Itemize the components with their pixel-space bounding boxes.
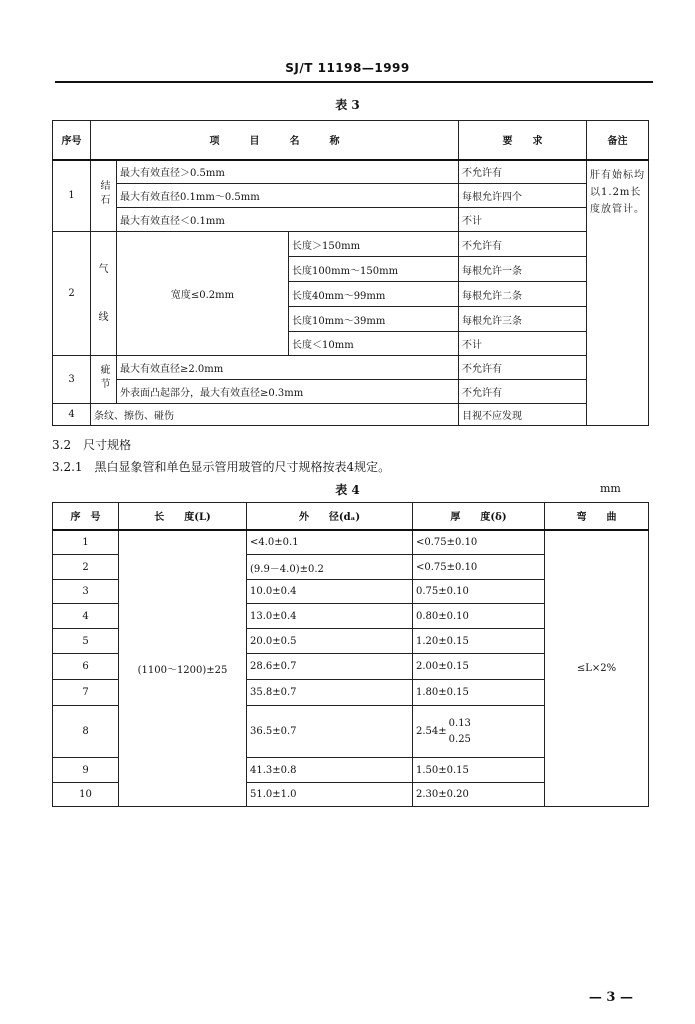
table4-header-no: 序 号 <box>53 503 119 530</box>
table3-header-row <box>53 121 649 160</box>
table4-unit: mm <box>600 482 621 495</box>
table4-r10-thick: 2.30±0.20 <box>413 783 545 807</box>
table3-g2-r1-req: 不允许有 <box>459 232 587 257</box>
table4-r1-no: 1 <box>53 530 119 555</box>
table3-g4-no: 4 <box>53 404 91 426</box>
table3-header-item: 项 目 名 称 <box>91 121 459 160</box>
table4-r10-no: 10 <box>53 783 119 807</box>
table4-bend: ≤L×2% <box>545 530 649 807</box>
table-row <box>53 530 649 555</box>
table4-r4-no: 4 <box>53 604 119 629</box>
table3-g1-no: 1 <box>53 160 91 232</box>
table4-header-od: 外 径(dₐ) <box>247 503 413 530</box>
section-3-2-1-text: 3.2.1 黑白显象管和单色显示管用玻管的尺寸规格按表4规定。 <box>52 460 391 474</box>
table-row <box>53 184 649 208</box>
table3-g2-no: 2 <box>53 232 91 356</box>
table3-g3-r1-req: 不允许有 <box>459 356 587 380</box>
table4-r7-od: 35.8±0.7 <box>247 680 413 706</box>
table4-r9-thick: 1.50±0.15 <box>413 758 545 783</box>
table-row <box>53 208 649 232</box>
table3-g2-label2: 线 <box>98 311 109 323</box>
table3-g4-req: 目视不应发现 <box>459 404 587 426</box>
table4-r1-thick: <0.75±0.10 <box>413 530 545 555</box>
table4-r5-no: 5 <box>53 629 119 654</box>
table3-g1-r3-item: 最大有效直径＜0.1mm <box>117 208 459 232</box>
table4-r7-no: 7 <box>53 680 119 706</box>
table-row <box>53 160 649 184</box>
table3-header-note: 备注 <box>587 121 649 160</box>
table3-g1-r2-req: 每根允许四个 <box>459 184 587 208</box>
section-3-2-heading: 3.2 尺寸规格 <box>52 438 132 452</box>
table4-r8-thick-base: 2.54± <box>416 726 447 737</box>
table4-r8-no: 8 <box>53 706 119 758</box>
table4-header-bend: 弯 曲 <box>545 503 649 530</box>
table3-g3-label <box>91 356 117 404</box>
table4-r3-no: 3 <box>53 580 119 604</box>
table4-r10-od: 51.0±1.0 <box>247 783 413 807</box>
table4-header-thick: 厚 度(δ) <box>413 503 545 530</box>
table-row <box>53 356 649 380</box>
table3-g2-r3-req: 每根允许二条 <box>459 282 587 307</box>
table4-r3-od: 10.0±0.4 <box>247 580 413 604</box>
table3-g3-r2-req: 不允许有 <box>459 380 587 404</box>
table3-g1-label-text: 结石 <box>98 180 109 209</box>
table3-g4-item: 条纹、擦伤、碰伤 <box>91 404 459 426</box>
table3-g2-r5-req: 不计 <box>459 332 587 356</box>
table3-g2-r1-item: 长度＞150mm <box>289 232 459 257</box>
table4-r8-thick-tolerance <box>416 716 471 748</box>
header-rule <box>55 81 653 83</box>
table4-r5-thick: 1.20±0.15 <box>413 629 545 654</box>
table3 <box>52 120 649 426</box>
table4-header-length: 长 度(L) <box>119 503 247 530</box>
table3-header-no: 序号 <box>53 121 91 160</box>
table4-r8-thick-lower: 0.25 <box>448 733 471 745</box>
table4-r5-od: 20.0±0.5 <box>247 629 413 654</box>
table3-g2-r5-item: 长度＜10mm <box>289 332 459 356</box>
table4-caption: 表 4 <box>335 483 360 497</box>
table3-g2-r2-req: 每根允许一条 <box>459 257 587 282</box>
standard-number: SJ/T 11198—1999 <box>285 61 410 75</box>
table3-g3-r2-item: 外表面凸起部分，最大有效直径≥0.3mm <box>117 380 459 404</box>
table4-length: (1100～1200)±25 <box>119 530 247 807</box>
table-row <box>53 380 649 404</box>
table3-note: 肝有始标均以1.2m长度放管计。 <box>587 160 649 426</box>
table4-r7-thick: 1.80±0.15 <box>413 680 545 706</box>
table4-r2-thick: <0.75±0.10 <box>413 555 545 580</box>
table4-r2-no: 2 <box>53 555 119 580</box>
table4 <box>52 502 649 807</box>
table4-r9-od: 41.3±0.8 <box>247 758 413 783</box>
table-row <box>53 404 649 426</box>
table4-r8-thick-upper: 0.13 <box>448 717 471 729</box>
table4-r1-od: <4.0±0.1 <box>247 530 413 555</box>
table4-r4-thick: 0.80±0.10 <box>413 604 545 629</box>
table3-g2-r4-item: 长度10mm～39mm <box>289 307 459 332</box>
table3-g2-label <box>91 232 117 356</box>
table3-g3-label-text: 疵节 <box>98 364 109 392</box>
table3-g2-label1: 气 <box>98 263 109 275</box>
table4-r3-thick: 0.75±0.10 <box>413 580 545 604</box>
table3-g1-r1-req: 不允许有 <box>459 160 587 184</box>
table4-r4-od: 13.0±0.4 <box>247 604 413 629</box>
table3-g3-no: 3 <box>53 356 91 404</box>
table-row <box>53 232 649 257</box>
table3-g2-r3-item: 长度40mm～99mm <box>289 282 459 307</box>
table3-g3-r1-item: 最大有效直径≥2.0mm <box>117 356 459 380</box>
table3-g1-label <box>91 160 117 232</box>
table4-r8-thick <box>413 706 545 758</box>
table3-caption: 表 3 <box>335 98 360 112</box>
table3-g1-r2-item: 最大有效直径0.1mm～0.5mm <box>117 184 459 208</box>
page-number: — 3 — <box>588 990 633 1005</box>
table3-header-req: 要 求 <box>459 121 587 160</box>
table3-g1-r1-item: 最大有效直径＞0.5mm <box>117 160 459 184</box>
table4-r8-od: 36.5±0.7 <box>247 706 413 758</box>
table4-r6-od: 28.6±0.7 <box>247 654 413 680</box>
table4-r9-no: 9 <box>53 758 119 783</box>
table4-r6-no: 6 <box>53 654 119 680</box>
table3-g2-width: 宽度≤0.2mm <box>117 232 289 356</box>
table3-g2-r2-item: 长度100mm～150mm <box>289 257 459 282</box>
table3-g2-r4-req: 每根允许三条 <box>459 307 587 332</box>
table4-r6-thick: 2.00±0.15 <box>413 654 545 680</box>
table3-g1-r3-req: 不计 <box>459 208 587 232</box>
table4-header-row <box>53 503 649 530</box>
table4-r2-od: (9.9－4.0)±0.2 <box>247 555 413 580</box>
